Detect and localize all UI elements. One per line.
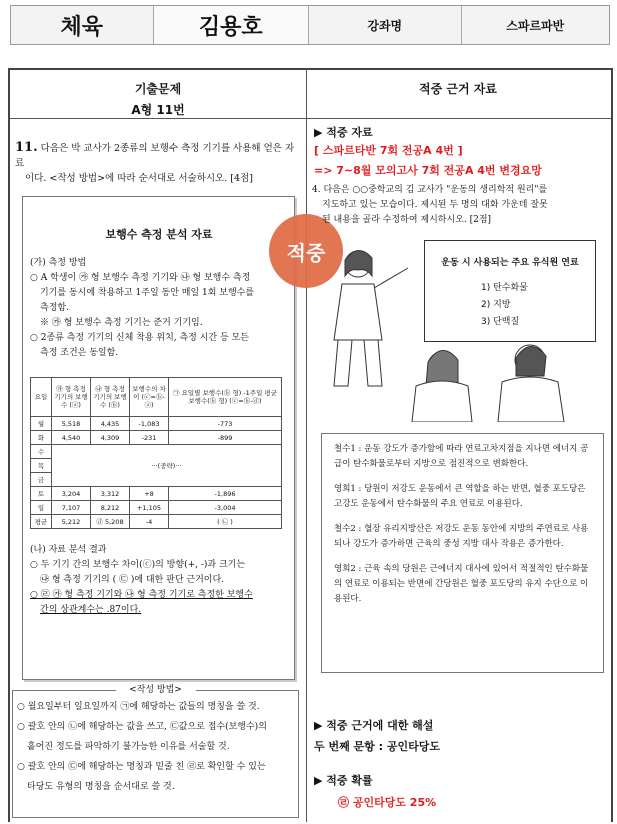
cell-day: 월 [31,417,52,431]
cell-b: 4,309 [91,431,130,445]
whiteboard-item: 2) 지방 [481,300,511,310]
header-bar [10,5,610,45]
cell-diff: -231 [130,431,169,445]
cell-day: 토 [31,487,52,501]
explanation-text: 두 번째 문항 : 공인타당도 [314,740,440,753]
whiteboard-item: 1) 탄수화물 [481,283,528,293]
student-figures [412,345,564,422]
col-header-avg: ㉠ 요일별 보행수(ⓑ 형) -1주일 평균 보행수(ⓑ 형) (ⓒ=ⓑ-ⓓ) [169,378,282,417]
hit-material-heading: ▶ 적중 자료 [314,126,373,139]
question-text [15,140,303,186]
table-header-row [31,378,282,417]
cell-avg: ( ㉡ ) [169,515,282,529]
method-line: ○ 2종류 측정 기기의 신체 착용 위치, 측정 시간 등 모든 [30,333,249,343]
column-divider [306,68,307,822]
whiteboard [424,240,596,342]
left-title-line1: 기출문제 [134,82,182,96]
reference-question-line: 4. 다음은 ○○중학교의 김 교사가 "운동의 생리학적 원리"를 [312,185,548,195]
result-line-underlined: ○ ㉣ ㉮ 형 측정 기기와 ㉯ 형 측정 기기로 측정한 보행수 [30,590,253,600]
cell-day: 평균 [31,515,52,529]
cell-diff: -4 [130,515,169,529]
teacher-name: 김용호 [154,6,309,44]
probability-value: ㉣ 공인타당도 25% [338,796,437,809]
cell-a: 5,212 [52,515,91,529]
cell-a: 4,540 [52,431,91,445]
reference-question-line: 된 내용을 골라 수정하여 제시하시오. [2점] [322,215,492,225]
table-row [31,487,282,501]
section-na: (나) 자료 분석 결과 [30,545,107,555]
right-column-title: 적중 근거 자료 [419,82,497,96]
writing-method-item: ○ 월요일부터 일요일까지 ㉠에 해당하는 값들의 명칭을 쓸 것. [17,702,260,712]
table-row [31,417,282,431]
cell-b: 8,212 [91,501,130,515]
course-name: 스파르파반 [506,18,565,33]
cell-avg: -3,004 [169,501,282,515]
table-row [31,431,282,445]
reference-source: [ 스파르타반 7회 전공A 4번 ] [314,144,463,157]
reference-change-note: => 7~8월 모의고사 7회 전공A 4번 변경요망 [314,164,542,177]
dialogue-line: 영희1 : 당원이 저강도 운동에서 큰 역할을 하는 반면, 혈중 포도당은 고강도 운동에서 탄수화물의 주요 연료로 이용된다. [334,484,586,509]
table-row [31,515,282,529]
result-line: ○ 두 기기 간의 보행수 차이(ⓒ)의 방향(+, -)과 크기는 [30,560,246,570]
question-number: 11. [15,140,38,155]
cell-day: 일 [31,501,52,515]
whiteboard-item: 3) 단백질 [481,317,520,327]
question-line1: 다음은 박 교사가 2종류의 보행수 측정 기기를 사용해 얻은 자료 [15,143,295,169]
table-row [31,501,282,515]
cell-b: ⓓ 5,208 [91,515,130,529]
cell-avg: -773 [169,417,282,431]
method-line: 기기를 동시에 착용하고 1주일 동안 매일 1회 보행수를 [40,288,255,298]
cell-day: 금 [31,473,52,487]
subject-label: 체육 [11,6,154,44]
question-line2: 이다. <작성 방법>에 따라 순서대로 서술하시오. [4점] [25,173,253,184]
cell-a: 3,204 [52,487,91,501]
reference-question [312,183,604,228]
cell-b: 4,435 [91,417,130,431]
dialogue-line: 영희2 : 근육 속의 당원은 근에너지 대사에 있어서 적절적인 탄수화물의 연료로 이용되는 반면에 간당원은 혈중 포도당의 유지 수단으로 이용된다. [334,564,589,604]
writing-method-item: 타당도 유형의 명칭을 순서대로 쓸 것. [27,782,175,792]
cell-day: 수 [31,445,52,459]
whiteboard-title: 운동 시 사용되는 주요 유식원 연료 [441,258,579,268]
writing-method-title: <작성 방법> [116,683,196,697]
course-label: 강좌명 [309,6,461,44]
probability-heading: ▶ 적중 확률 [314,774,373,787]
section-ga: (가) 측정 방법 [30,258,87,268]
col-header-day: 요일 [31,378,52,417]
cell-avg: -1,896 [169,487,282,501]
header-row-divider [8,118,611,119]
col-header-b: ㉯ 형 측정 기기의 보행수 (ⓑ) [91,378,130,417]
writing-method-item: 흩어진 정도를 파악하기 불가능한 이유를 서술할 것. [27,742,230,752]
step-count-table [30,377,282,529]
cell-avg: -899 [169,431,282,445]
result-line-underlined: 간의 상관계수는 .87이다. [40,605,142,615]
dialogue-line: 철수2 : 혈장 유리지방산은 저강도 운동 동안에 지방의 주연료로 사용되나 강도가 증가하면 근육의 중성 지방 대사 작용은 증가한다. [334,524,589,549]
col-header-diff: 보행수의 차이 (ⓒ=ⓑ-ⓐ) [130,378,169,417]
method-note: ※ ㉮ 형 보행수 측정 기기는 준거 기기임. [40,318,203,328]
omitted-cell: ···(중략)··· [52,445,282,487]
method-line: ○ A 학생이 ㉮ 형 보행수 측정 기기와 ㉯ 형 보행수 측정 [30,273,251,283]
teacher-figure [334,250,408,386]
cell-day: 화 [31,431,52,445]
left-column-title [10,80,306,118]
dialogue-box [321,433,604,673]
cell-diff: +1,105 [130,501,169,515]
cell-diff: -1,083 [130,417,169,431]
writing-method-item: ○ 괄호 안의 ㉢에 해당하는 명칭과 밑줄 친 ㉣로 확인할 수 있는 [17,762,266,772]
explanation-heading: ▶ 적중 근거에 대한 해설 [314,719,434,732]
cell-a: 5,518 [52,417,91,431]
dialogue-line: 철수1 : 운동 강도가 증가함에 따라 연료고차지점을 지나면 에너지 공급이 탄수화물로부터 지방으로 점진적으로 변화한다. [334,444,589,469]
cell-day: 목 [31,459,52,473]
hit-stamp: 적중 [269,214,343,288]
method-line: 측정 조건은 동일함. [40,348,119,358]
writing-method-box [12,685,299,818]
result-line: ㉯ 형 측정 기기의 ( ㉢ )에 대한 판단 근거이다. [40,575,225,585]
data-sheet [30,205,288,671]
left-title-line2: A형 11번 [131,103,185,117]
sheet-title: 보행수 측정 분석 자료 [105,228,213,241]
cell-diff: +8 [130,487,169,501]
cell-b: 3,312 [91,487,130,501]
writing-method-item: ○ 괄호 안의 ㉡에 해당하는 값을 쓰고, ㉢값으로 접수(보행수)의 [17,722,267,732]
method-line: 측정함. [40,303,69,313]
table-row [31,445,282,459]
cell-a: 7,107 [52,501,91,515]
reference-question-line: 지도하고 있는 모습이다. 제시된 두 명의 대화 가운데 잘못 [322,200,548,210]
col-header-a: ㉮ 형 측정 기기의 보행수 (ⓐ) [52,378,91,417]
